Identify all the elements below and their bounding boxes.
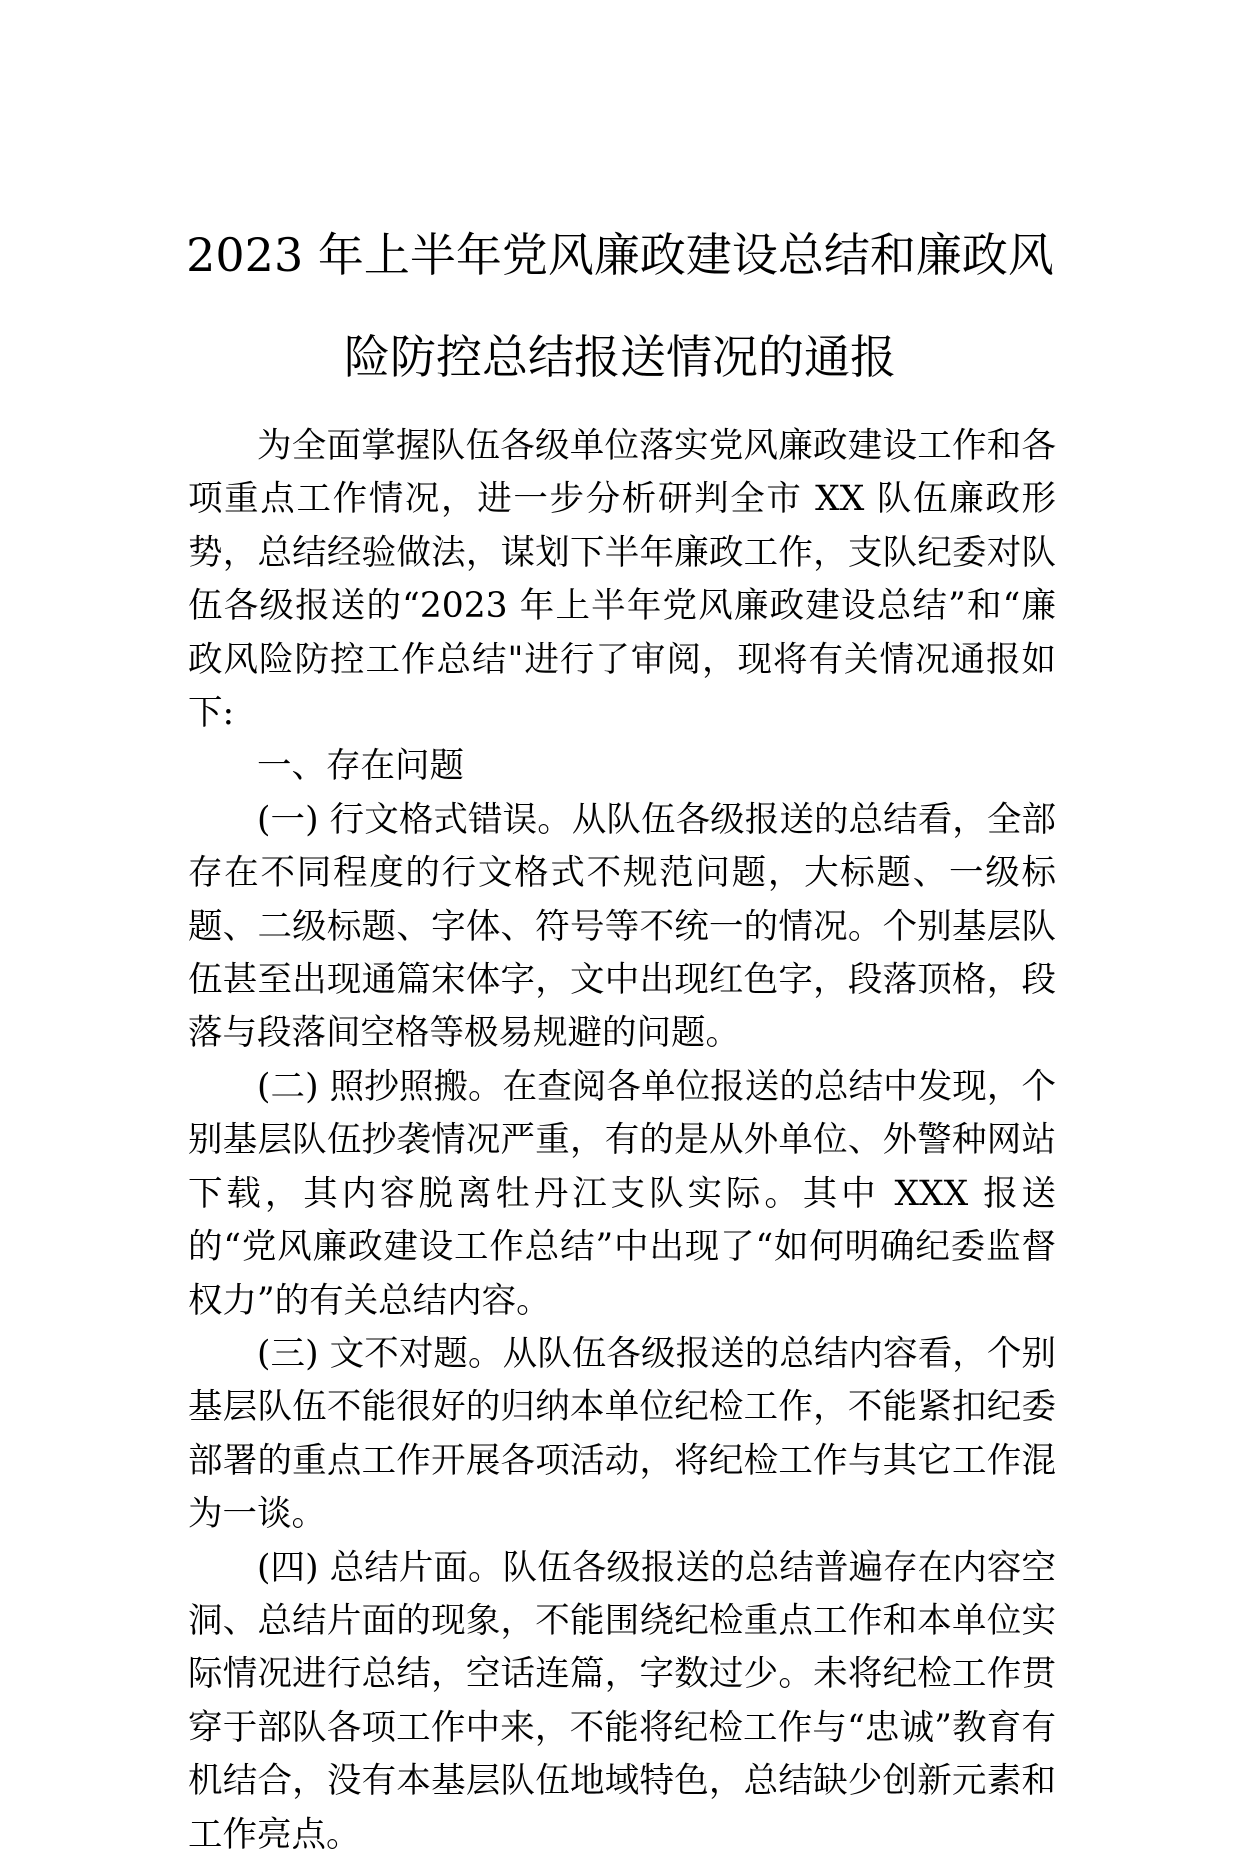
problem-paragraph-4: (四) 总结片面。队伍各级报送的总结普遍存在内容空洞、总结片面的现象，不能围绕纪检重点工作和本单位实际情况进行总结，空话连篇，字数过少。未将纪检工作贯穿于部队各项工作中来，不能将纪检工作与“忠诚”教育有机结合，没有本基层队伍地域特色，总结缺少创新元素和工作亮点。 <box>188 1547 1056 1855</box>
title-line-1: 2023 年上半年党风廉政建设总结和廉政风 <box>186 228 1054 282</box>
document-body <box>188 420 1056 1862</box>
problem-paragraph-1: (一) 行文格式错误。从队伍各级报送的总结看，全部存在不同程度的行文格式不规范问题，大标题、一级标题、二级标题、字体、符号等不统一的情况。个别基层队伍甚至出现通篇宋体字，文中出现红色字，段落顶格，段落与段落间空格等极易规避的问题。 <box>188 799 1056 1054</box>
problem-paragraph-2: (二) 照抄照搬。在查阅各单位报送的总结中发现，个别基层队伍抄袭情况严重，有的是从外单位、外警种网站下载，其内容脱离牡丹江支队实际。其中 XXX 报送的“党风廉政建设工作总结”中出现了“如何明确纪委监督权力”的有关总结内容。 <box>188 1066 1056 1321</box>
intro-paragraph: 为全面掌握队伍各级单位落实党风廉政建设工作和各项重点工作情况，进一步分析研判全市 XX 队伍廉政形势，总结经验做法，谋划下半年廉政工作，支队纪委对队伍各级报送的“2023 年上半年党风廉政建设总结”和“廉政风险防控工作总结"进行了审阅，现将有关情况通报如下: <box>188 426 1056 734</box>
section-heading-problems: 一、存在问题 <box>257 746 464 787</box>
problem-paragraph-3: (三) 文不对题。从队伍各级报送的总结内容看，个别基层队伍不能很好的归纳本单位纪检工作，不能紧扣纪委部署的重点工作开展各项活动，将纪检工作与其它工作混为一谈。 <box>188 1333 1056 1535</box>
document-title <box>150 204 1090 408</box>
title-line-2: 险防控总结报送情况的通报 <box>344 330 896 384</box>
